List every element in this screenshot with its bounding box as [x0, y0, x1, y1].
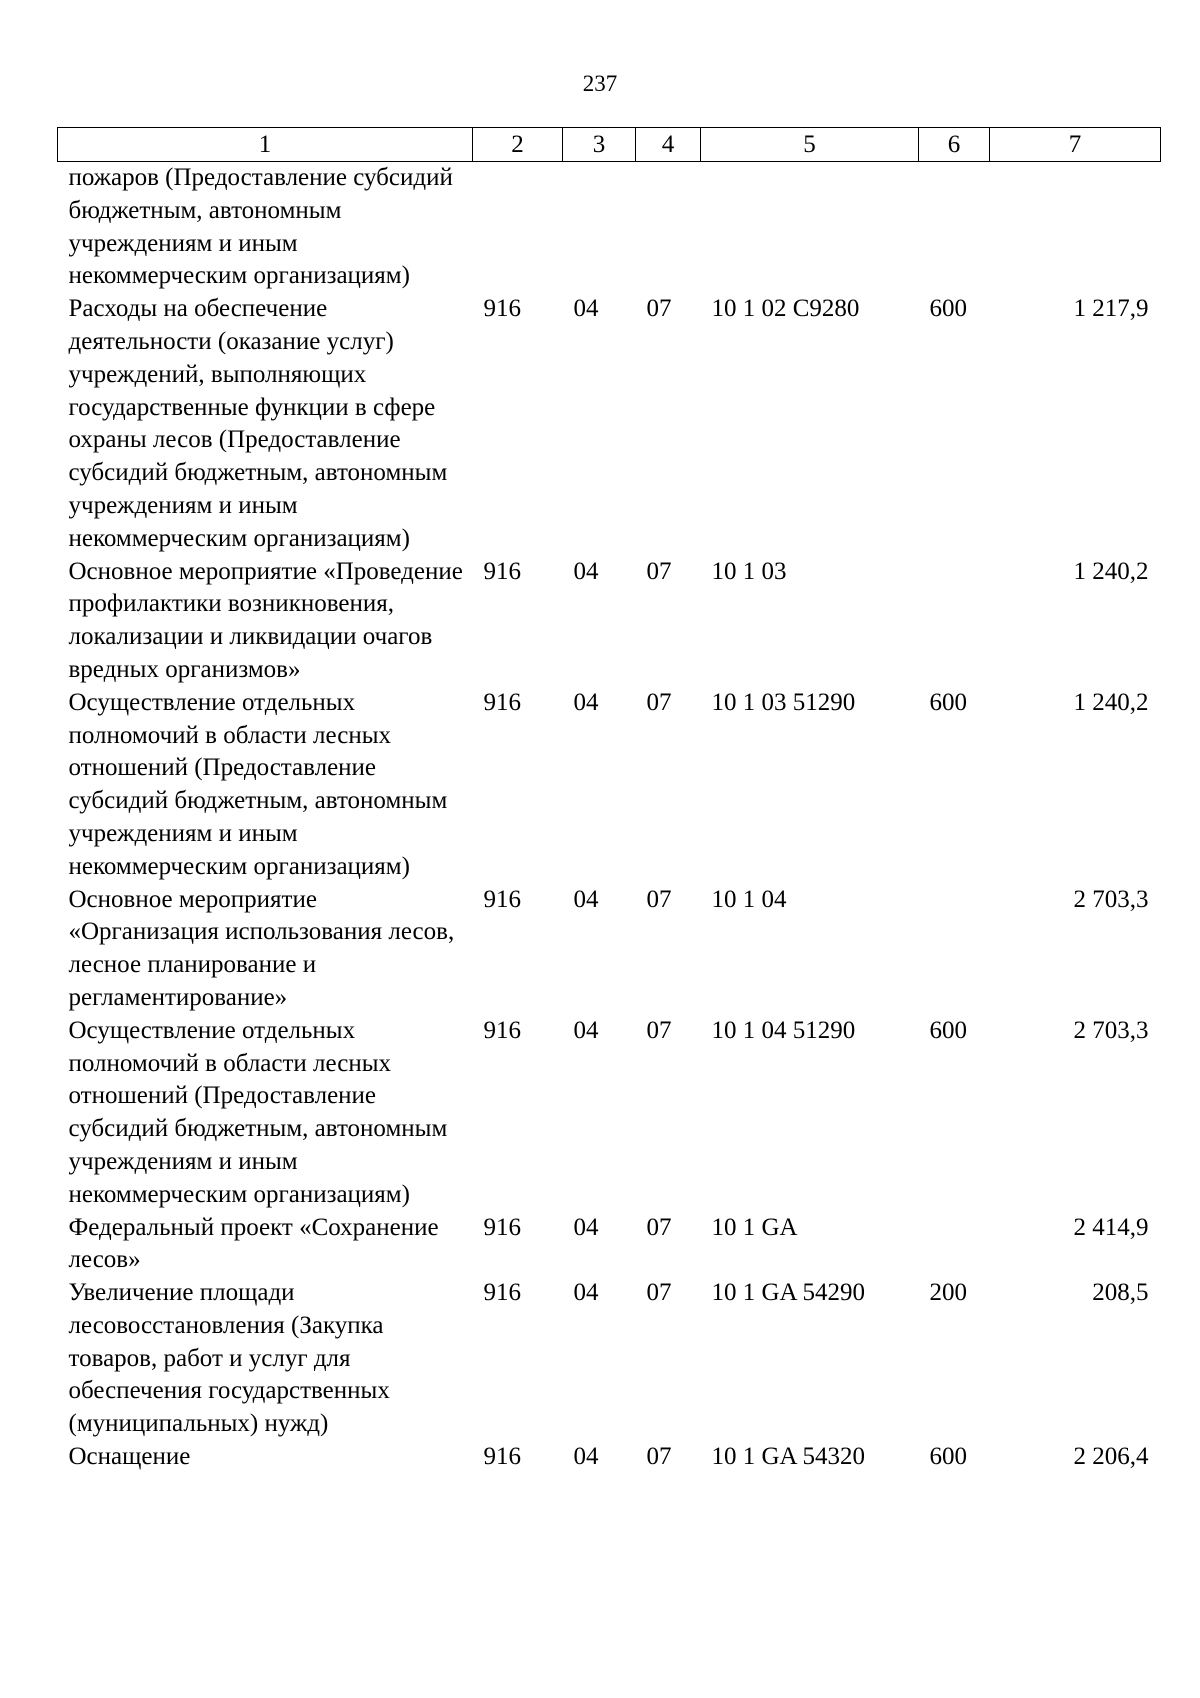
- row-name-cell: Увеличение площади лесовосстановления (Закупка товаров, работ и услуг для обеспечения государственных (муниципальных) нужд): [68, 1279, 390, 1438]
- row-csr-cell: [701, 162, 919, 294]
- row-sum-cell: 1 240,2: [1073, 557, 1149, 585]
- column-header-7: 7: [990, 128, 1161, 162]
- row-pr-cell: 07: [646, 1016, 672, 1044]
- row-vr-cell: 600: [929, 1016, 967, 1044]
- row-pr-cell: 07: [646, 688, 672, 716]
- row-name-cell: Осуществление отдельных полномочий в области лесных отношений (Предоставление субсидий бюджетным, автономным учреждениям и иным некоммерческим организациям): [68, 1016, 448, 1208]
- column-header-3: 3: [563, 128, 636, 162]
- row-rz-cell: 04: [573, 1443, 599, 1471]
- row-csr-cell: 10 1 GA 54320: [711, 1443, 865, 1471]
- page-number: 237: [582, 71, 618, 96]
- row-sum-cell: 1 217,9: [1073, 295, 1149, 323]
- row-sum-cell: 2 703,3: [1073, 885, 1149, 913]
- row-rz-cell: 04: [573, 1213, 599, 1241]
- row-pr-cell: 07: [646, 557, 672, 585]
- row-csr-cell: 10 1 04: [711, 885, 787, 913]
- row-gr-cell: 916: [483, 688, 521, 716]
- row-rz-cell: 04: [573, 557, 599, 585]
- row-gr-cell: 916: [483, 295, 521, 323]
- row-vr-cell: 200: [929, 1279, 967, 1307]
- row-vr-cell: [919, 556, 990, 687]
- table-row: [58, 556, 1161, 687]
- row-gr-cell: 916: [483, 1016, 521, 1044]
- table-row: [58, 1212, 1161, 1278]
- row-name-cell: Осуществление отдельных полномочий в области лесных отношений (Предоставление субсидий бюджетным, автономным учреждениям и иным некоммерческим организациям): [68, 688, 448, 880]
- row-vr-cell: [919, 1212, 990, 1278]
- row-rz-cell: 04: [573, 295, 599, 323]
- table-row: [58, 293, 1161, 555]
- column-header-6: 6: [919, 128, 990, 162]
- row-sum-cell: 208,5: [1092, 1279, 1149, 1307]
- row-sum-cell: 1 240,2: [1073, 688, 1149, 716]
- row-pr-cell: 07: [646, 1213, 672, 1241]
- row-sum-cell: 2 703,3: [1073, 1016, 1149, 1044]
- row-sum-cell: 2 206,4: [1073, 1443, 1149, 1471]
- row-vr-cell: [919, 884, 990, 1015]
- row-gr-cell: 916: [483, 1213, 521, 1241]
- budget-table: [57, 127, 1161, 1474]
- row-name-cell: Расходы на обеспечение деятельности (оказание услуг) учреждений, выполняющих государственные функции в сфере охраны лесов (Предоставление субсидий бюджетным, автономным учреждениям и иным некоммерческим организациям): [68, 295, 448, 552]
- row-name-cell: пожаров (Предоставление субсидий бюджетным, автономным учреждениям и иным некоммерческим организациям): [68, 164, 453, 290]
- row-csr-cell: 10 1 GA 54290: [711, 1279, 865, 1307]
- row-gr-cell: 916: [483, 885, 521, 913]
- table-row: [58, 687, 1161, 884]
- row-csr-cell: 10 1 02 С9280: [711, 295, 860, 323]
- column-header-2: 2: [473, 128, 563, 162]
- row-sum-cell: 2 414,9: [1073, 1213, 1149, 1241]
- row-csr-cell: 10 1 03: [711, 557, 787, 585]
- row-vr-cell: [919, 162, 990, 294]
- row-name-cell: Основное мероприятие «Организация использования лесов, лесное планирование и регламентирование»: [68, 885, 455, 1011]
- table-row: [58, 1015, 1161, 1212]
- row-pr-cell: [636, 162, 701, 294]
- row-pr-cell: 07: [646, 1279, 672, 1307]
- table-header-row: [58, 128, 1161, 162]
- table-row: [58, 884, 1161, 1015]
- table-row: [58, 162, 1161, 294]
- row-name-cell: Оснащение: [68, 1443, 191, 1471]
- row-csr-cell: 10 1 04 51290: [711, 1016, 856, 1044]
- row-rz-cell: 04: [573, 1016, 599, 1044]
- row-pr-cell: 07: [646, 295, 672, 323]
- column-header-5: 5: [701, 128, 919, 162]
- row-rz-cell: 04: [573, 1279, 599, 1307]
- column-header-4: 4: [636, 128, 701, 162]
- row-gr-cell: 916: [483, 557, 521, 585]
- row-rz-cell: 04: [573, 885, 599, 913]
- row-rz-cell: [563, 162, 636, 294]
- row-vr-cell: 600: [929, 688, 967, 716]
- row-pr-cell: 07: [646, 885, 672, 913]
- row-gr-cell: 916: [483, 1279, 521, 1307]
- row-rz-cell: 04: [573, 688, 599, 716]
- row-gr-cell: [473, 162, 563, 294]
- row-vr-cell: 600: [929, 295, 967, 323]
- row-pr-cell: 07: [646, 1443, 672, 1471]
- row-csr-cell: 10 1 GA: [711, 1213, 798, 1241]
- column-header-1: 1: [58, 128, 473, 162]
- row-sum-cell: [990, 162, 1161, 294]
- row-name-cell: Федеральный проект «Сохранение лесов»: [68, 1213, 439, 1274]
- row-name-cell: Основное мероприятие «Проведение профилактики возникновения, локализации и ликвидации очагов вредных организмов»: [68, 557, 463, 683]
- table-row: [58, 1441, 1161, 1474]
- row-gr-cell: 916: [483, 1443, 521, 1471]
- row-vr-cell: 600: [929, 1443, 967, 1471]
- table-row: [58, 1277, 1161, 1441]
- row-csr-cell: 10 1 03 51290: [711, 688, 856, 716]
